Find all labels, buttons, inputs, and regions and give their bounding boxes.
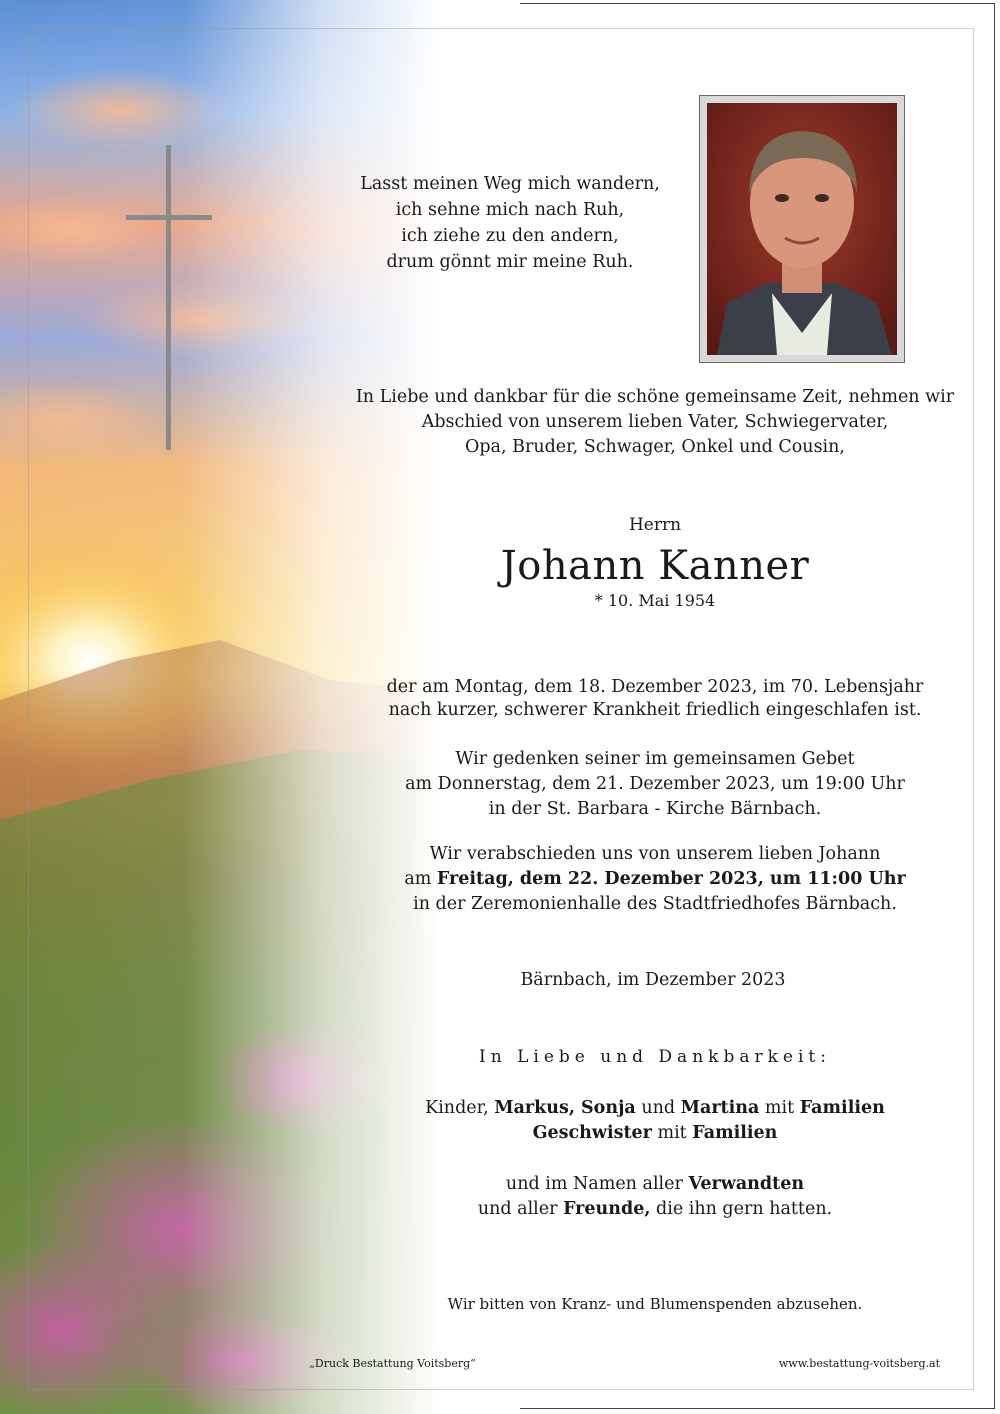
prayer-line: am Donnerstag, dem 21. Dezember 2023, um 19:00 Uhr	[405, 774, 905, 794]
farewell-line: in der Zeremonienhalle des Stadtfriedhofes Bärnbach.	[413, 894, 897, 914]
cross-icon	[126, 145, 212, 450]
relatives-bold: Freunde,	[563, 1199, 651, 1219]
mourners-names: Markus, Sonja	[494, 1098, 636, 1118]
farewell-date: Freitag, dem 22. Dezember 2023, um 11:00 Uhr	[436, 869, 906, 889]
mourners-text: und	[635, 1098, 681, 1118]
mourners-text: mit	[759, 1098, 800, 1118]
birth-date: * 10. Mai 1954	[594, 591, 716, 610]
mourners-names: Familien	[799, 1098, 885, 1118]
poem-line: ich ziehe zu den andern,	[401, 226, 619, 246]
death-line: nach kurzer, schwerer Krankheit friedlich eingeschlafen ist.	[388, 700, 922, 720]
death-notice	[340, 676, 970, 722]
relatives-line	[395, 1197, 915, 1222]
death-line: der am Montag, dem 18. Dezember 2023, im 70. Lebensjahr	[386, 677, 924, 697]
mourners-names: Geschwister	[532, 1123, 652, 1143]
relatives-line	[395, 1172, 915, 1197]
portrait-photo	[699, 95, 905, 363]
intro-line: Abschied von unserem lieben Vater, Schwiegervater,	[421, 412, 889, 432]
intro-line: Opa, Bruder, Schwager, Onkel und Cousin,	[465, 437, 845, 457]
deceased-name: Johann Kanner	[500, 543, 810, 589]
donation-request: Wir bitten von Kranz- und Blumenspenden abzusehen.	[447, 1295, 863, 1313]
mourners-text: Kinder,	[425, 1098, 495, 1118]
prayer-line: Wir gedenken seiner im gemeinsamen Gebet	[455, 749, 855, 769]
mourners-names: Martina	[680, 1098, 760, 1118]
prayer-line: in der St. Barbara - Kirche Bärnbach.	[488, 799, 822, 819]
poem-line: ich sehne mich nach Ruh,	[395, 200, 625, 220]
poem	[300, 171, 720, 275]
mourners-names: Familien	[692, 1123, 778, 1143]
poem-line: Lasst meinen Weg mich wandern,	[360, 174, 660, 194]
mourners-text: mit	[651, 1123, 693, 1143]
mourners	[395, 1096, 915, 1146]
relatives	[395, 1172, 915, 1222]
relatives-text: und im Namen aller	[505, 1174, 689, 1194]
relatives-text: die ihn gern hatten.	[650, 1199, 833, 1219]
intro-text	[355, 385, 955, 460]
farewell-prefix: am	[404, 869, 437, 889]
mourners-line	[395, 1121, 915, 1146]
mourners-line	[395, 1096, 915, 1121]
farewell-notice	[340, 842, 970, 917]
intro-line: In Liebe und dankbar für die schöne gemeinsame Zeit, nehmen wir	[355, 387, 955, 407]
prayer-notice	[340, 747, 970, 822]
farewell-line: Wir verabschieden uns von unserem lieben Johann	[429, 844, 881, 864]
website-link[interactable]: www.bestattung-voitsberg.at	[778, 1357, 940, 1370]
salutation: Herrn	[628, 515, 682, 535]
printer-credit: „Druck Bestattung Voitsberg“	[309, 1357, 476, 1370]
farewell-line	[340, 867, 970, 892]
relatives-text: und aller	[477, 1199, 564, 1219]
relatives-bold: Verwandten	[688, 1174, 805, 1194]
place-date: Bärnbach, im Dezember 2023	[520, 970, 786, 990]
poem-line: drum gönnt mir meine Ruh.	[386, 252, 634, 272]
gratitude-heading: In Liebe und Dankbarkeit:	[479, 1047, 831, 1067]
